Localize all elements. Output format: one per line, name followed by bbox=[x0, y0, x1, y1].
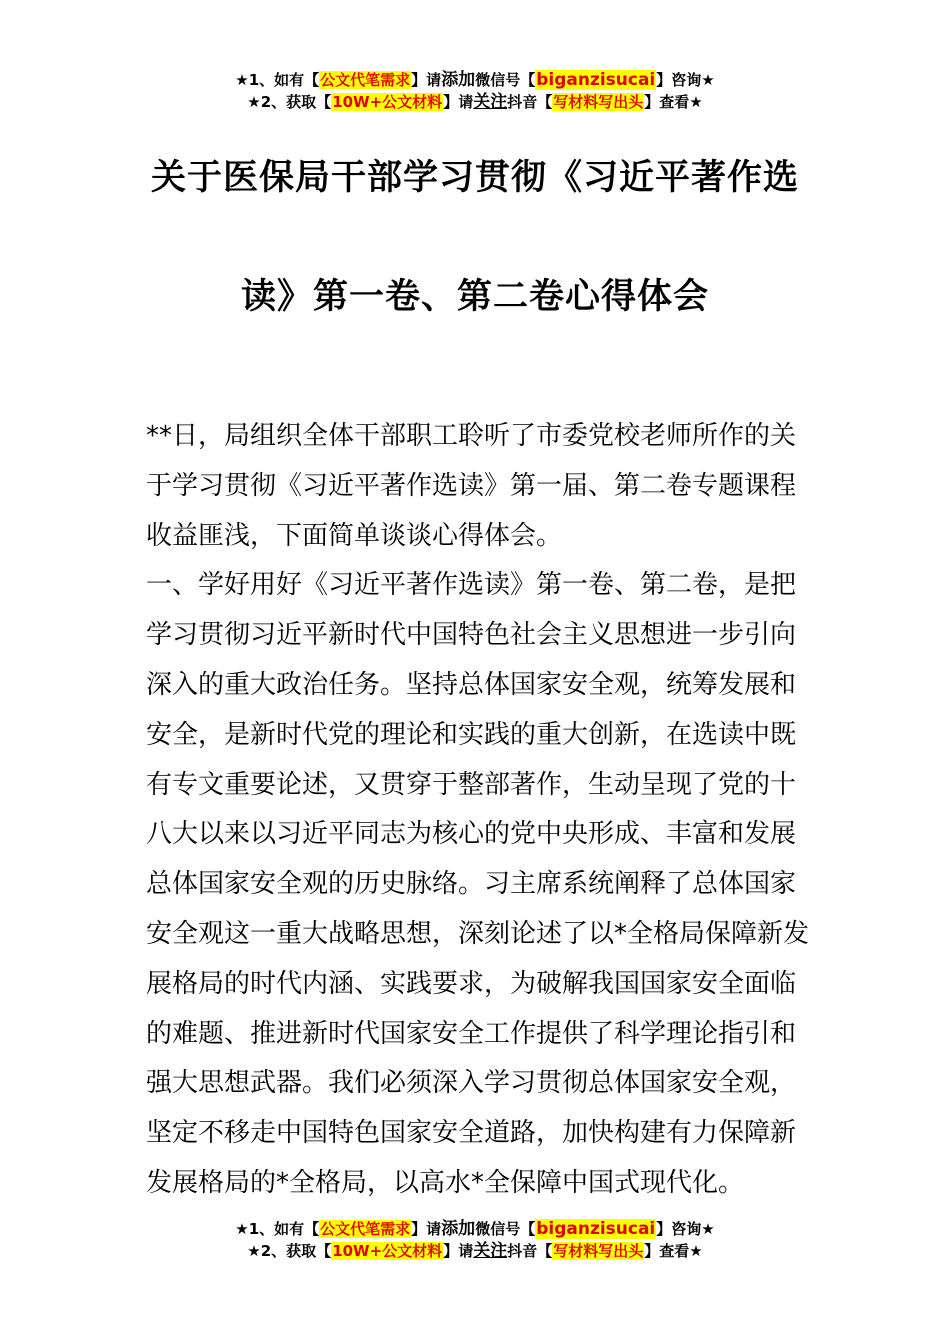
banner-text: 】请 bbox=[411, 1220, 442, 1238]
banner-emphasis: 添加 bbox=[441, 1219, 476, 1239]
banner-wechat-id: biganzisucai bbox=[536, 1219, 656, 1239]
document-title-line-2: 读》第一卷、第二卷心得体会 bbox=[240, 277, 709, 317]
banner-text: 】查看★ bbox=[644, 1242, 703, 1260]
footer-banner bbox=[0, 1218, 950, 1262]
banner-line-1 bbox=[0, 1218, 950, 1240]
banner-text: ★1、如有【 bbox=[235, 71, 320, 89]
banner-line-1 bbox=[0, 69, 950, 91]
banner-text: 】查看★ bbox=[644, 93, 703, 111]
banner-text: ★2、获取【 bbox=[247, 1242, 332, 1260]
banner-highlight: 公文代笔需求 bbox=[320, 1220, 411, 1238]
banner-text: 】请 bbox=[443, 1242, 474, 1260]
document-body bbox=[146, 412, 810, 1209]
banner-text: 】咨询★ bbox=[656, 71, 715, 89]
paragraph-section-1: 一、学好用好《习近平著作选读》第一卷、第二卷，是把学习贯彻习近平新时代中国特色社会主义思想进一步引向深入的重大政治任务。坚持总体国家安全观，统筹发展和安全，是新时代党的理论和实践的重大创新，在选读中既有专文重要论述，又贯穿于整部著作，生动呈现了党的十八大以来以习近平同志为核心的党中央形成、丰富和发展总体国家安全观的历史脉络。习主席系统阐释了总体国家安全观这一重大战略思想，深刻论述了以*全格局保障新发展格局的时代内涵、实践要求，为破解我国国家安全面临的难题、推进新时代国家安全工作提供了科学理论指引和强大思想武器。我们必须深入学习贯彻总体国家安全观，坚定不移走中国特色国家安全道路，加快构建有力保障新发展格局的*全格局，以高水*全保障中国式现代化。 bbox=[146, 570, 810, 1198]
banner-text: 微信号【 bbox=[475, 1220, 536, 1238]
banner-emphasis: 添加 bbox=[441, 70, 476, 90]
banner-text: 微信号【 bbox=[475, 71, 536, 89]
banner-text: 】咨询★ bbox=[656, 1220, 715, 1238]
banner-emphasis: 关注 bbox=[473, 92, 508, 112]
banner-wechat-id: biganzisucai bbox=[536, 70, 656, 90]
banner-emphasis: 关注 bbox=[473, 1241, 508, 1261]
paragraph-intro: **日，局组织全体干部职工聆听了市委党校老师所作的关于学习贯彻《习近平著作选读》第一届、第二卷专题课程收益匪浅，下面简单谈谈心得体会。 bbox=[146, 421, 797, 551]
document-title-line-1: 关于医保局干部学习贯彻《习近平著作选 bbox=[150, 158, 799, 198]
banner-line-2 bbox=[0, 1240, 950, 1262]
banner-text: 抖音【 bbox=[507, 93, 553, 111]
header-banner bbox=[0, 69, 950, 113]
banner-text: 】请 bbox=[443, 93, 474, 111]
banner-text: ★2、获取【 bbox=[247, 93, 332, 111]
banner-highlight: 公文代笔需求 bbox=[320, 71, 411, 89]
banner-text: ★1、如有【 bbox=[235, 1220, 320, 1238]
banner-highlight: 10W+公文材料 bbox=[332, 1242, 443, 1260]
banner-douyin-id: 写材料写出头 bbox=[553, 93, 644, 111]
banner-text: 】请 bbox=[411, 71, 442, 89]
banner-douyin-id: 写材料写出头 bbox=[553, 1242, 644, 1260]
banner-highlight: 10W+公文材料 bbox=[332, 93, 443, 111]
banner-line-2 bbox=[0, 91, 950, 113]
banner-text: 抖音【 bbox=[507, 1242, 553, 1260]
